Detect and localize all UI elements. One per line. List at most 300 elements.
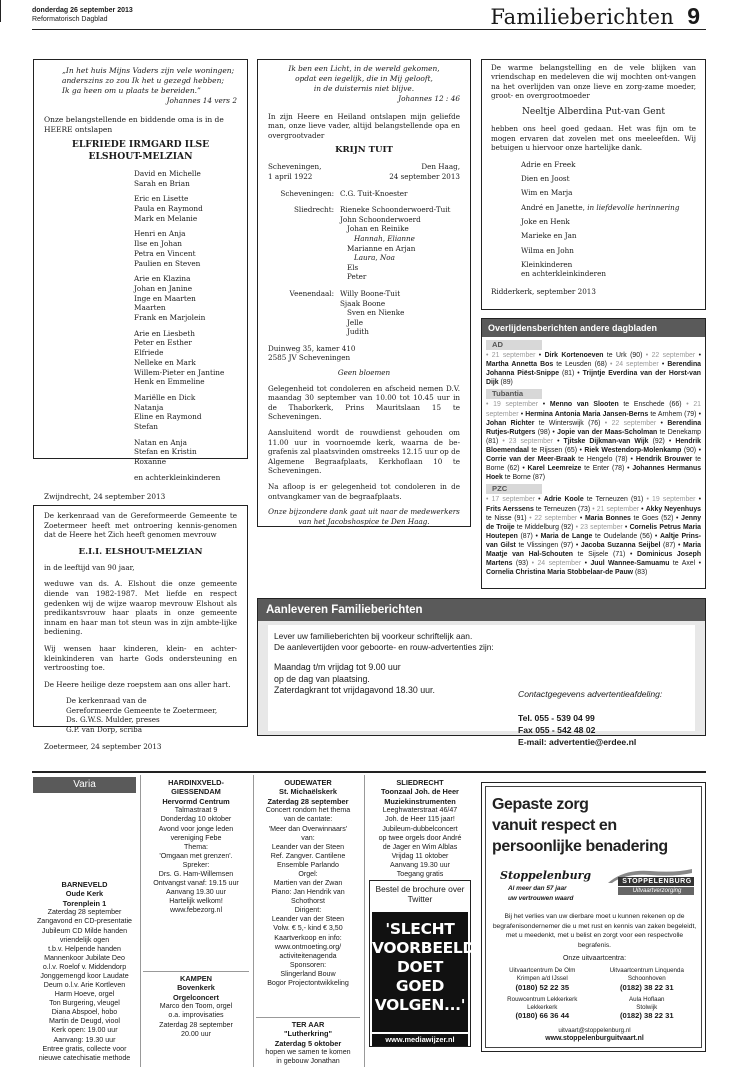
family-member: Willem-Pieter en Jantine [134,367,225,377]
heading-line: Bovenkerk [177,983,215,993]
family-member: Stefan [134,422,158,432]
stoppelenburg-logo-sub: Uitvaartverzorging [632,888,682,894]
entry-age: 71 [615,551,624,559]
entry-age: 78 [617,456,626,464]
agenda-line: Volw. € 5,- kind € 3,50 [273,924,343,933]
entry-age: 98 [540,428,548,436]
family-name: Dien en Joost [521,173,570,183]
family-member: Arie en Liesbeth [134,328,195,338]
entry-age: 65 [567,447,575,455]
agenda-ter-aar [256,1020,360,1067]
bible-quote [268,64,460,94]
memory-text: in liefdevolle herinnering [587,202,680,212]
agenda-divider [256,1017,360,1018]
family-member: Eline en Raymond [134,412,202,422]
address-line: Duinweg 35, kamer 410 [268,343,356,353]
family-name: en achterkleinkinderen [521,269,606,279]
entry-place: Borne [512,474,531,482]
entry-date-text: 21 september [486,401,701,418]
family-list [44,169,237,483]
entry-date: • 21 september [486,352,536,360]
agenda-line: Entree gratis, collecte voor [42,1044,127,1053]
brochure-url[interactable]: www.mediawijzer.nl [372,1034,468,1046]
family-member: John Schoonderwoerd [340,214,421,224]
quote-line: Ik ben een Licht, in de wereld gekomen, [288,64,440,73]
agenda-line: Leeghwaterstraat 46/47 [382,806,458,815]
group-place: Sliedrecht: [293,205,334,215]
family-name: Kleinkinderen [521,260,573,270]
agenda-line: van de cantate: [283,815,333,824]
uitvaartcentrum [595,996,700,1022]
agenda-oudewater [256,778,360,988]
thank-you-put-van-gent [481,59,706,310]
family-member: Willy Boone-Tuit [340,288,401,298]
entry-date-text: 17 september [491,496,535,504]
body-text: Na afloop is er gelegenheid tot condoleren in de ontvangkamer van de begraafplaats. [268,481,460,501]
family-name: André en Janette, [521,202,588,212]
agenda-sliedrecht [367,778,473,879]
agenda-line: Sponsoren: [289,960,327,969]
entry-age: 73 [580,505,588,513]
entry-date: • 19 september [486,401,539,409]
contact-email[interactable]: E-mail: advertentie@erdee.nl [518,736,637,747]
center-name: Uitvaartcentrum Linquenda [609,967,684,974]
agenda-line: Zangavond en CD-presentatie [36,917,133,926]
agenda-body [33,908,136,1062]
entry-place: Hengelo [586,456,613,464]
family-member: Roxanne [134,457,167,467]
body-text: Wij wensen haar kinderen, klein- en achter-kleinkinderen van harte Gods ondersteuning en vertroosting toe. [44,643,237,673]
family-member [521,160,696,169]
entries [486,400,701,482]
page-number: 9 [687,3,700,29]
agenda-line: Dirigent: [294,906,322,915]
entry-name: Karel Leemreize [527,465,582,473]
entry-date-text: 22 september [534,514,578,522]
entry-name: Johan Richter [486,419,535,427]
obituary-entry: • Maria de Lange te Oudelande (56) [535,532,653,540]
obituary-entry: • Johannes Hermanus Hoek te Borne (87) [486,465,702,482]
entry-name: Dominicus Joseph Martens [486,551,702,568]
agenda-heading [256,778,360,806]
agenda-line: Martien van der Zwan [273,879,343,888]
agenda-line: Kerk open: 19.00 uur [51,1026,118,1035]
family-member: Paula en Raymond [134,204,203,214]
body-text: Gelegenheid tot condoleren en afscheid nemen D.V. maandag 30 september van 10.00 tot 10.45 uur in de Thaborkerk, Prins Mauritslaan 15 te Scheveningen. [268,383,460,422]
entry-age: 91 [633,496,641,504]
family-member: Frank en Marjolein [134,313,206,323]
agenda-line: Talmastraat 9 [174,806,218,815]
family-member [521,188,696,197]
agenda-divider [143,971,249,972]
agenda-line: Concert rondom het thema [265,806,351,815]
heading-line: Zaterdag 28 september [267,796,349,806]
newspaper-label-ad: AD [486,340,542,350]
entry-name: Dirk Kortenoeven [544,352,604,360]
entry-age: 89 [502,379,511,387]
family-member: David en Michelle [134,168,201,178]
entry-date-text: 24 september [537,560,582,568]
entry-name: Corrie van der Meer-Braak [486,456,576,464]
signature-line: G.P. van Dorp, scriba [66,725,143,734]
stoppelenburg-url[interactable]: www.stoppelenburguitvaart.nl [545,1035,644,1043]
stoppelenburg-brand: Stoppelenburg [500,869,592,882]
entry-date-text: 23 september [580,523,623,531]
family-member: Marianne en Arjan [347,243,416,253]
stoppelenburg-logo-name: STOPPELENBURG [622,878,692,885]
heading-line: Orgelconcert [172,992,219,1002]
entry-name: Menno van Slooten [549,401,619,409]
entry-name: Jopie van der Maas-Scholman [557,428,658,436]
entry-date: • 21 september [486,401,701,418]
spacer [268,104,460,112]
body-text: De Heere heilige deze roepstem aan ons aller hart. [44,679,231,689]
entry-name: Jenny de Troije [486,514,702,531]
body-text: weduwe van ds. A. Elshout die onze gemeente diende van 1982-1987. Met liefde en respect gedenken wij de wijze waarop mevrouw Elshout als predikantsvrouw haar plaats in onze gemeente innam en haar man tot steun was in zijn ambte-lijke bediening. [44,579,237,637]
entry-name: Tjitske Dijkman-van Wijk [563,437,649,445]
quote-line: in de duisternis niet blijve. [313,83,415,93]
family-member [521,260,696,269]
family-member [521,174,696,183]
age-text: in de leeftijd van 90 jaar, [44,562,135,572]
family-member: Judith [347,327,369,337]
agenda-line: Marco den Toom, orgel [159,1002,233,1011]
stoppelenburg-contact [492,1027,697,1044]
address-line: 2585 JV Scheveningen [268,353,351,363]
body-text: hebben ons heel goed gedaan. Het was fijn om te mogen ervaren dat zovelen met ons meeleefden. Wij betuigen u hiervoor onze hartelijke dank. [491,124,696,153]
entry-date-text: 24 september [615,361,659,369]
obituary-entry: • Johan Richter te Winterswijk (76) [486,410,701,427]
heading-line: Muziekinstrumenten [384,796,456,806]
family-name: Marieke en Jan [521,231,577,241]
agenda-body [256,1048,360,1066]
family-member: Peter en Esther [134,338,192,348]
bible-reference: Johannes 14 vers 2 [166,96,237,106]
entry-name: Akky Neyenhuys [645,505,702,513]
agenda-line: hopen we samen te komen [265,1048,351,1057]
header-rule [32,29,706,30]
agenda-line: Hartelijk welkom! [169,897,223,906]
family-name: Adrie en Freek [521,159,576,169]
entry-place: Middelburg [524,523,559,531]
group-members [340,289,404,337]
agenda-line: Spreker: [182,860,210,869]
body-text: Aansluitend wordt de rouwdienst gehouden om 11.00 uur in voornoemde kerk, waarna de be-grafenis zal plaatsvinden omstreeks 12.15 uur op de Algemene Begraafplaats, Kerkhoflaan 10 te Scheveningen. [268,428,460,476]
agenda-kampen [143,974,249,1039]
entry-age: 79 [686,410,695,418]
agenda-line: 'Omgaan met grenzen'. [159,851,233,860]
agenda-line: Jonggemengd koor Laudate [40,971,129,980]
family-member [521,269,696,278]
entry-name: Aaltje Prins-van Gilst [486,532,701,550]
entry-name: Hendrik Bloemendaal [486,437,701,455]
entry-age: 76 [590,419,599,427]
entry-date-text: 19 september [493,401,539,409]
contact-phone[interactable]: Tel. 055 - 539 04 99 [518,713,595,723]
agenda-line: Donderdag 10 oktober [160,815,232,824]
family-member: Peter [347,272,367,282]
brochure-slogan: 'SLECHT VOORBEELD DOET GOED VOLGEN...' [372,912,468,1032]
entry-name: Berendina Rutjes-Rutgers [486,419,702,436]
entry-age: 81 [564,370,572,378]
family-member: Maarten [134,303,166,313]
agenda-line: Jubileum-dubbelconcert [382,824,458,833]
family-member: Hannah, Elianne [354,234,415,244]
obituary-entry: • Dominicus Joseph Martens (93) [486,551,702,568]
entry-date: • 24 september [609,361,659,369]
agenda-heading [256,1020,360,1048]
heading-line: Toonzaal Joh. de Heer [381,787,459,797]
agenda-line: Drs. G. Ham-Willemsen [158,869,234,878]
obituary-kerkenraad-zoetermeer [33,505,248,751]
family-member: Stefan en Kristin [134,447,197,457]
family-member: Henri en Anja [134,229,186,239]
stoppelenburg-logo [604,867,696,897]
obituary-entry: • Aaltje Prins-van Gilst te Vlissingen (97) [486,532,701,550]
heading-line: BARNEVELD [61,880,108,889]
spacer [491,153,696,160]
obituary-entry: • 23 september • Tjitske Dijkman-van Wijk (92) [502,437,665,445]
agenda-line: Martin de Deugd, viool [49,1017,120,1026]
entry-place: Terneuzen [595,496,628,504]
place-date: Ridderkerk, september 2013 [491,286,596,296]
entry-age: 83 [637,569,645,577]
heading-line: Torenplein 1 [62,898,107,908]
obituary-entry: • 24 september • Juul Wannee-Samuamu te Axel [531,560,696,568]
signature-line: Ds. G.W.S. Mulder, preses [66,715,160,725]
entry-date-text: 23 september [508,437,554,445]
death [389,162,460,181]
stoppelenburg-centers-title: Onze uitvaartcentra: [562,955,627,962]
masthead-meta [32,6,133,25]
family-member [521,217,696,226]
intro-text: De warme belangstelling en de vele blijken van vriendschap en medeleven die wij mochten ont-vangen na het overlijden van onze lieve en zorg-zame moeder, groot- en overgrootmoeder [491,63,696,101]
entry-age: 87 [665,542,674,550]
entry-name: Riek Westendorp-Molenkamp [584,447,682,455]
uitvaartcentrum [490,996,595,1022]
entry-name: Jacoba Suzanna Seijbel [580,542,661,550]
obituary-entry: • 23 september • Cornelis Petrus Maria Houtepen (87) [486,523,702,540]
agenda-line: Ton Burgering, vleugel [49,999,120,1008]
entry-date: • 17 september [486,496,535,504]
heading-line: HARDINXVELD- [168,778,224,787]
paper-name: Reformatorisch Dagblad [32,16,108,24]
family-member: Mark en Melanie [134,213,198,223]
entry-age: 92 [563,523,572,531]
aanleveren-times: Maandag t/m vrijdag tot 9.00 uur op de dag van plaatsing. Zaterdagkrant tot vrijdagavond 18.30 uur. [274,661,435,696]
agenda-heading [143,778,249,806]
family-list [491,160,696,279]
obituary-entry: • Jenny de Troije te Middelburg (92) [486,514,702,531]
place-date: Zwijndrecht, 24 september 2013 [44,491,166,501]
obituary-krijn-tuit [257,59,471,527]
obituary-entry: • 22 september • Berendina Rutjes-Rutgers (98) [486,419,702,436]
spacer [44,689,237,696]
varia-title: Varia [33,777,136,793]
header-divider [0,0,1,22]
agenda-line: op twee orgels door André [378,833,462,842]
family-member [521,246,696,255]
agenda-line: Deum o.l.v. Arie Kortleven [43,981,126,990]
entry-place: Terneuzen [543,505,576,513]
obituary-entry: • 24 september • Berendina Johanna Piëst-Snippe (81) [486,361,702,378]
center-phone: (0182) 38 22 31 [619,1011,674,1021]
family-member: Jelle [347,317,363,327]
aanleveren-box [257,598,706,747]
section-title: Familieberichten [490,5,674,29]
family-name: Wilma en John [521,245,574,255]
agenda-line: Leander van der Steen [271,915,345,924]
entry-date: • 24 september [531,560,582,568]
entry-age: 91 [516,514,525,522]
family-name: Joke en Henk [521,217,570,226]
intro-text: Onze belangstellende en biddende oma is in de HEERE ontslapen [44,114,224,134]
dates-row [268,162,460,181]
agenda-line: Toegang gratis [396,869,444,878]
heading-line: KAMPEN [179,974,213,983]
heading-line: GIESSENDAM [171,787,221,797]
center-place: Krimpen a/d IJssel [516,974,568,982]
agenda-line: Jubileum CD Milde handen [41,926,128,935]
place-date: Zoetermeer, 24 september 2013 [44,741,162,751]
spacer [44,735,237,742]
center-phone: (0182) 38 22 31 [619,982,674,992]
agenda-line: Ontvangst vanaf: 19.15 uur [153,879,239,888]
agenda-line: Diana Abspoel, hobo [51,1008,118,1017]
family-member: Mariëlle en Dick [134,392,196,402]
spacer [44,673,237,680]
spacer [44,483,237,492]
contact-title: Contactgegevens advertentieafdeling: [518,689,663,699]
entry-age: 90 [686,447,694,455]
spacer [268,337,460,344]
agenda-barneveld [33,880,136,1063]
spacer [44,637,237,644]
issue-date: donderdag 26 september 2013 [32,7,133,14]
signature-line: Gereformeerde Gemeente te Zoetermeer, [66,705,218,715]
newspaper-label-tubantia: Tubantia [486,389,542,399]
obituary-entry: • 22 september • Maria Bonnes te Goes (52) [529,514,674,522]
quote-line: opdat een iegelijk, die in Mij gelooft, [295,73,433,83]
obituary-entry: • 21 september • Akky Neyenhuys te Nisse (91) [486,505,702,522]
family-member: C.G. Tuit-Knoester [340,188,408,198]
deceased-name: E.I.I. ELSHOUT-MELZIAN [78,546,203,557]
entry-place: Nisse [494,514,512,522]
family-member: Rieneke Schoonderwoerd-Tuit [340,205,451,215]
group-members [340,189,407,199]
family-member: Ilse en Johan [134,239,183,249]
deceased-name: Neeltje Alberdina Put-van Gent [522,107,665,118]
family-member: Eric en Lisette [134,194,189,204]
group-place: Scheveningen: [280,188,334,198]
contact-details [518,713,636,749]
agenda-body [143,1002,249,1038]
entry-name: Johannes Hermanus Hoek [486,465,702,482]
agenda-line: Zaterdag 28 september [47,908,122,917]
agenda-line: 20.00 uur [181,1029,211,1038]
obituary-entry: • 17 september • Adrie Koole te Terneuzen (91) [486,496,644,504]
col-divider [364,775,365,1067]
obituary-entry: • 22 september • Martha Annetta Bos te Leusden (68) [486,352,701,369]
spacer [491,279,696,287]
family-member: Sarah en Brian [134,178,190,188]
varia-top-rule [32,771,706,773]
intro-text: In zijn Heere en Heiland ontslapen mijn geliefde man, onze lieve vader, altijd belangstellende opa en overgrootvader [268,111,460,140]
agenda-line: Aanvang 19.30 uur [166,888,226,897]
center-place: Schoonhoven [627,974,666,982]
entry-age: 87 [522,532,531,540]
entry-place: Urk [616,352,627,360]
entry-name: Maria Maatje van Hal-Schouten [486,542,702,559]
agenda-line: o.a. improvisaties [168,1011,224,1020]
agenda-line: in gebouw Jonathan [276,1057,340,1066]
entry-name: Hermina Antonia Maria Jansen-Berns [525,410,649,418]
obituary-entry: • Karel Leemreize te Enter (78) [522,465,625,473]
entry-name: Cornelis Petrus Maria Houtepen [486,523,702,540]
agenda-line: Kaartverkoop en info: [274,933,342,942]
entry-name: Cornelia Christina Maria Stobbelaar-de Pauw [486,569,634,577]
agenda-body [256,806,360,988]
agenda-line: Thema: [183,842,209,851]
agenda-line: Ensemble Parlando [277,860,339,869]
family-group [268,189,460,199]
entry-place: Winterswijk [548,419,584,427]
agenda-line: Schothorst [291,897,325,906]
family-member: Petra en Vincent [134,248,196,258]
entries [486,351,701,387]
entry-name: Trijntje Everdina van der Horst-van Dijk [486,370,702,387]
obituary-entry: • 19 september • Menno van Slooten te Enschede (66) [486,401,682,409]
deceased-name: KRIJN TUIT [335,145,393,156]
entry-place: Enschede [633,401,665,409]
death-place: Den Haag, [421,162,460,172]
quote-line: anderszins zo zou Ik het u gezegd hebben; [62,76,224,86]
center-phone: (0180) 66 36 44 [515,1011,570,1021]
entry-name: Juul Wannee-Samuamu [590,560,670,568]
agenda-line: Piano: Jan Hendrik van [271,888,345,897]
other-newspapers-title: Overlijdensberichten andere dagbladen [482,319,705,337]
entry-name: Maria Bonnes [584,514,631,522]
agenda-line: www.febezorg.nl [169,906,223,915]
bible-quote [44,66,237,96]
brochure-ad[interactable] [369,880,476,1047]
stoppelenburg-sub: Al meer dan 57 jaar uw vertrouwen waard [508,885,574,902]
agenda-line: activiteitenagenda [279,951,337,960]
address-block [268,344,460,363]
entry-age: 93 [518,560,526,568]
agenda-line: t.b.v. Helpende handen [48,944,121,953]
intro-text: De kerkenraad van de Gereformeerde Gemeente te Zoetermeer heeft met ontroering kennis-genomen dat de Heere het Zich heeft genomen mevrouw [44,511,237,540]
entry-date: • 22 september [645,352,696,360]
spacer [44,572,237,579]
center-phone: (0180) 52 22 35 [515,982,570,992]
obituary-entry: • Cornelia Christina Maria Stobbelaar-de Pauw (83) [486,560,701,577]
stoppelenburg-centers [490,967,699,1021]
agenda-body [367,806,473,879]
obituary-entry: • 21 september • Hermina Antonia Maria Jansen-Berns te Arnhem (79) [486,401,701,418]
entry-name: Adrie Koole [543,496,584,504]
entry-date: • 22 september [529,514,578,522]
stoppelenburg-email[interactable]: uitvaart@stoppelenburg.nl [558,1027,631,1034]
heading-line: Oude Kerk [65,889,104,899]
agenda-line: Vrijdag 11 oktober [391,851,449,860]
heading-line: Hervormd Centrum [162,796,230,806]
family-member: Arie en Klazina [134,274,191,284]
group-members [340,205,450,282]
agenda-line: van: [301,833,315,842]
entry-age: 68 [596,361,605,369]
obituary-entry: • Riek Westendorp-Molenkamp (90) [579,447,697,455]
